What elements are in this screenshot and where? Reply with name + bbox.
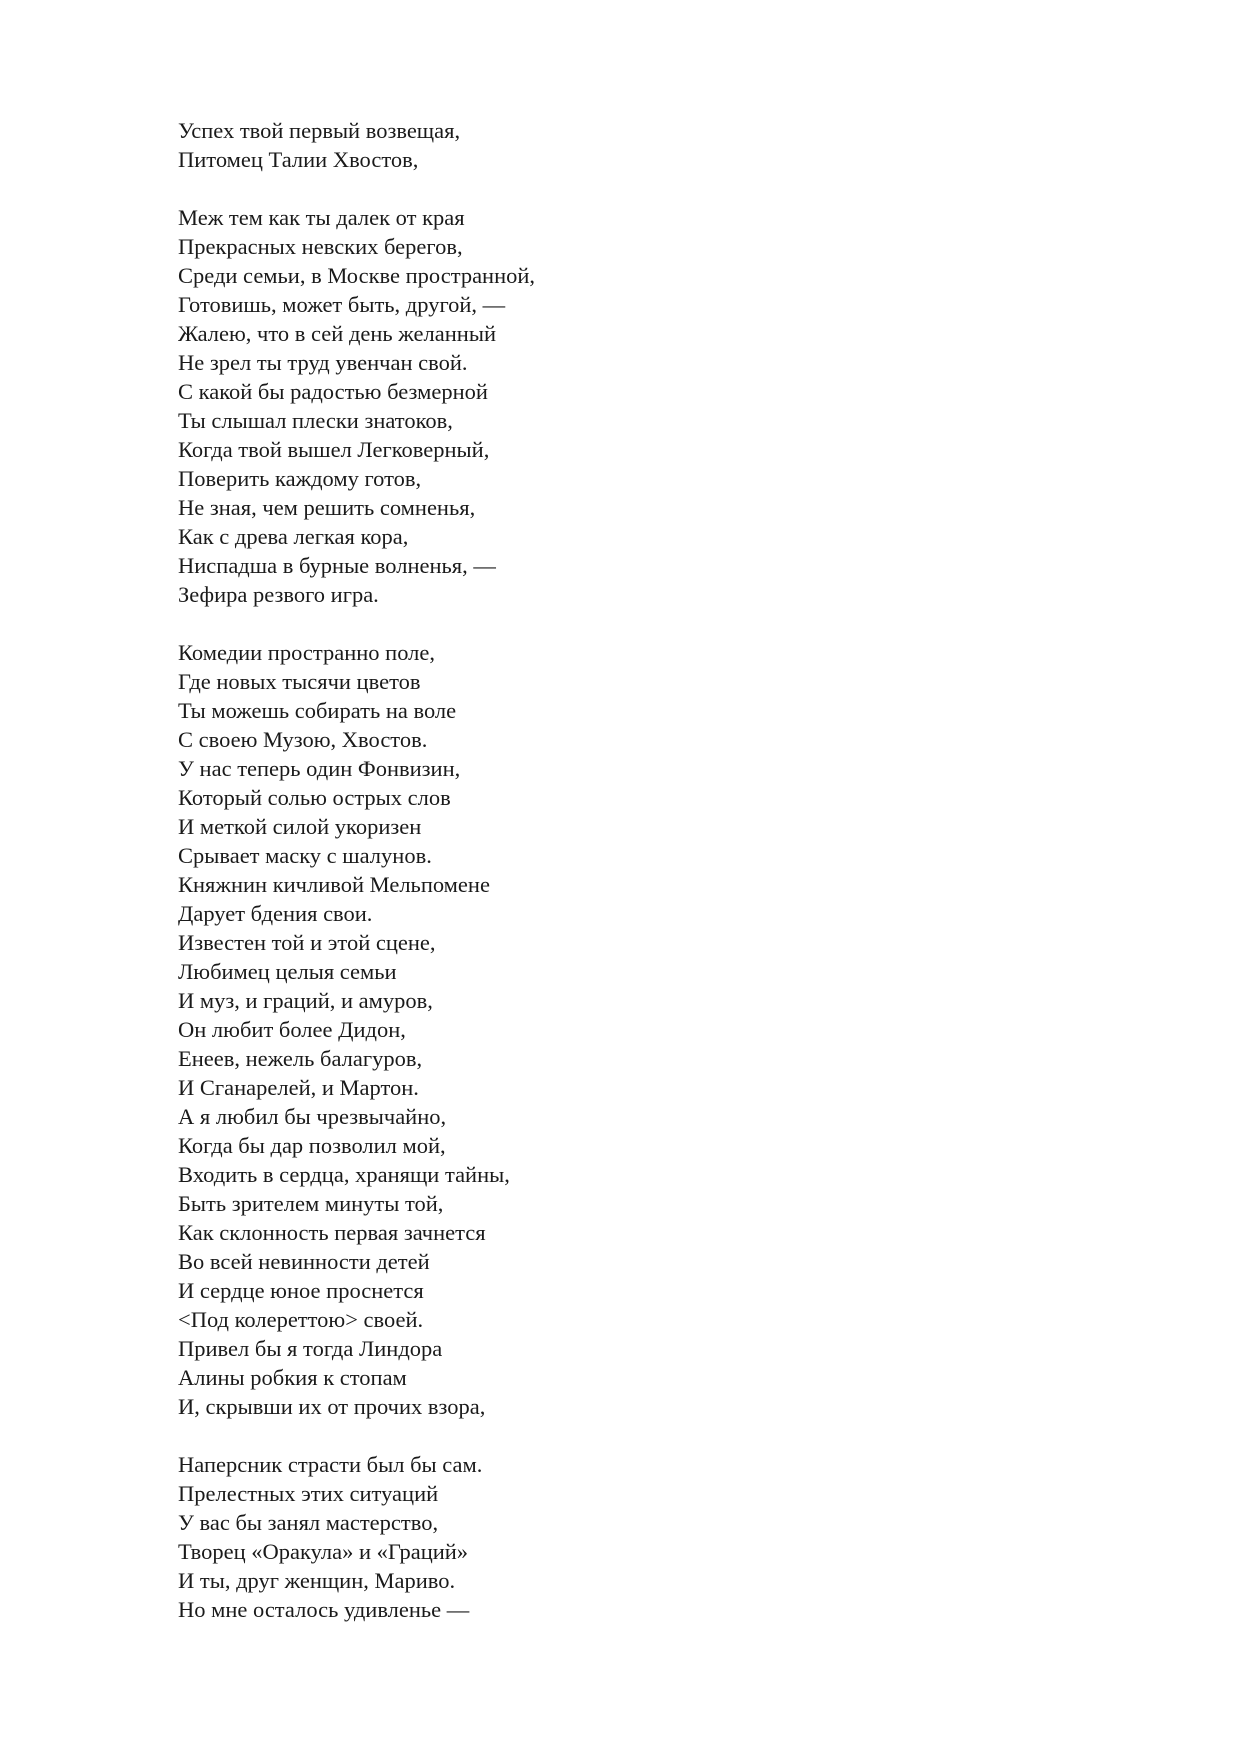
poem-line: Среди семьи, в Москве пространной, [178, 263, 536, 288]
poem-line: Быть зрителем минуты той, [178, 1191, 444, 1216]
poem-line: С своею Музою, Хвостов. [178, 727, 428, 752]
poem-line: А я любил бы чрезвычайно, [178, 1104, 447, 1129]
poem-line: Как склонность первая зачнется [178, 1220, 486, 1245]
poem-line: И муз, и граций, и амуров, [178, 988, 433, 1013]
poem-line: Прелестных этих ситуаций [178, 1481, 439, 1506]
poem-line: Привел бы я тогда Линдора [178, 1336, 443, 1361]
poem-line: И сердце юное проснется [178, 1278, 424, 1303]
poem-line: Не зная, чем решить сомненья, [178, 495, 476, 520]
poem-line: И ты, друг женщин, Мариво. [178, 1568, 456, 1593]
poem-line: Он любит более Дидон, [178, 1017, 406, 1042]
poem-line: Ты можешь собирать на воле [178, 698, 457, 723]
poem-line: Зефира резвого игра. [178, 582, 379, 607]
poem-line: Известен той и этой сцене, [178, 930, 436, 955]
poem-line: Любимец целыя семьи [178, 959, 397, 984]
poem-line: И, скрывши их от прочих взора, [178, 1394, 486, 1419]
poem-line: Поверить каждому готов, [178, 466, 422, 491]
poem-line: Входить в сердца, хранящи тайны, [178, 1162, 510, 1187]
stanza-2 [178, 203, 1078, 609]
poem-line: Не зрел ты труд увенчан свой. [178, 350, 468, 375]
poem-line: С какой бы радостью безмерной [178, 379, 488, 404]
poem-line: Успех твой первый возвещая, [178, 118, 461, 143]
poem-line: Во всей невинности детей [178, 1249, 430, 1274]
poem-line: Наперсник страсти был бы сам. [178, 1452, 483, 1477]
poem-line: Но мне осталось удивленье — [178, 1597, 470, 1622]
poem-line: Питомец Талии Хвостов, [178, 147, 419, 172]
poem-line: Срывает маску с шалунов. [178, 843, 432, 868]
poem-line: <Под колереттою> своей. [178, 1307, 424, 1332]
poem-line: И меткой силой укоризен [178, 814, 422, 839]
poem-line: И Сганарелей, и Мартон. [178, 1075, 419, 1100]
poem-line: Ниспадша в бурные волненья, — [178, 553, 496, 578]
poem-line: Жалею, что в сей день желанный [178, 321, 496, 346]
poem-line: Который солью острых слов [178, 785, 451, 810]
poem-line: Дарует бдения свои. [178, 901, 373, 926]
poem-line: Творец «Оракула» и «Граций» [178, 1539, 469, 1564]
poem-line: Княжнин кичливой Мельпомене [178, 872, 490, 897]
poem-line: Меж тем как ты далек от края [178, 205, 465, 230]
stanza-3 [178, 638, 1078, 1421]
poem-line: У нас теперь один Фонвизин, [178, 756, 461, 781]
poem-line: Готовишь, может быть, другой, — [178, 292, 506, 317]
poem-line: Когда твой вышел Легковерный, [178, 437, 490, 462]
stanza-1 [178, 116, 1078, 174]
poem-line: Алины робкия к стопам [178, 1365, 407, 1390]
poem-text [178, 116, 1078, 1624]
poem-line: Как с древа легкая кора, [178, 524, 409, 549]
poem-line: Прекрасных невских берегов, [178, 234, 463, 259]
poem-line: У вас бы занял мастерство, [178, 1510, 439, 1535]
poem-line: Когда бы дар позволил мой, [178, 1133, 446, 1158]
poem-line: Ты слышал плески знатоков, [178, 408, 453, 433]
poem-line: Енеев, нежель балагуров, [178, 1046, 423, 1071]
poem-line: Где новых тысячи цветов [178, 669, 421, 694]
stanza-4 [178, 1450, 1078, 1624]
poem-line: Комедии пространно поле, [178, 640, 436, 665]
